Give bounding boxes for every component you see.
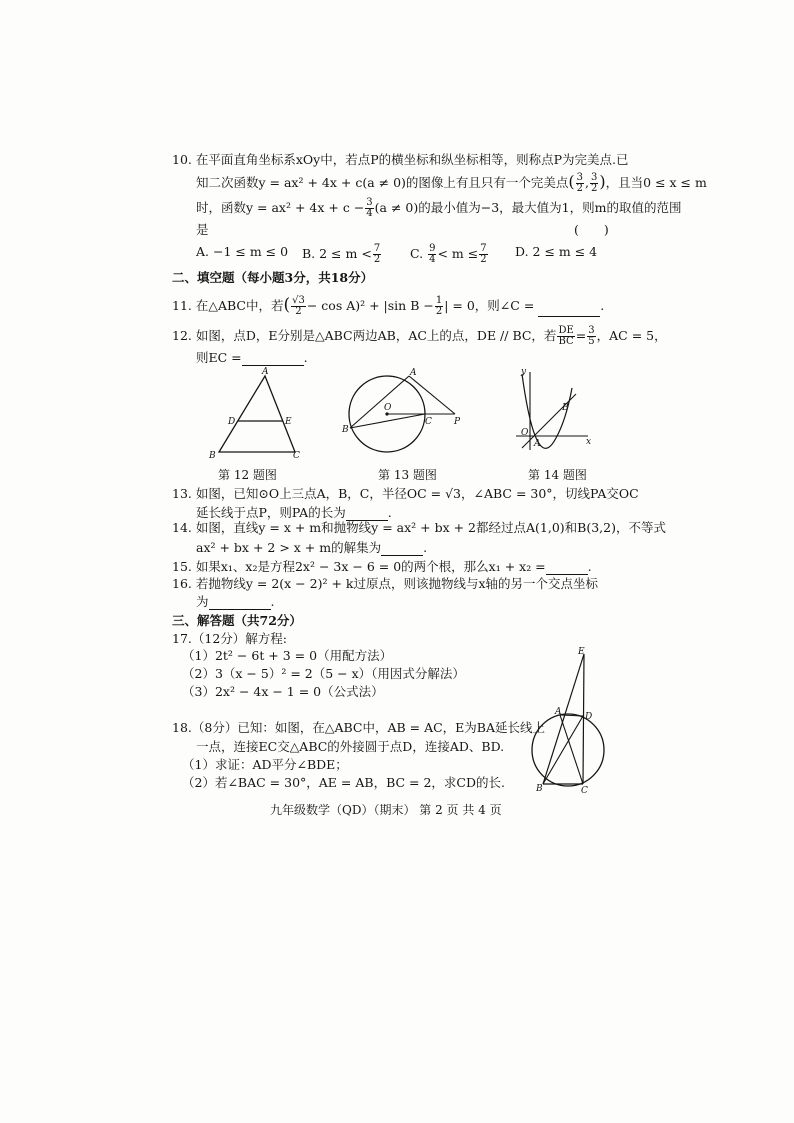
- fig12-label-c: C: [293, 451, 300, 461]
- fig14-label-y: y: [521, 367, 527, 377]
- caption-fig13: 第 13 题图: [378, 468, 437, 482]
- q10-line2: [196, 173, 707, 194]
- fig13-segment-ba: [350, 376, 409, 428]
- q14-line2: [196, 540, 427, 556]
- fig13-tangent-pa: [409, 376, 455, 414]
- q18-line1: 18.（8分）已知：如图，在△ABC中，AB = AC，E为BA延长线上: [172, 720, 546, 735]
- fig13-label-p: P: [454, 417, 461, 427]
- q11-line: [172, 296, 604, 317]
- q12-end: .: [303, 350, 308, 365]
- q16-end: .: [270, 594, 275, 609]
- q10-line1: 10. 在平面直角坐标系xOy中，若点P的横坐标和纵坐标相等，则称点P为完美点.已: [172, 152, 629, 167]
- q12-line2: [196, 350, 308, 366]
- q10-option-c-den1: 4: [429, 254, 436, 265]
- q16-answer-blank[interactable]: [209, 597, 271, 610]
- q17-part1: （1）2t² − 6t + 3 = 0（用配方法）: [182, 648, 393, 663]
- fig18-label-a: A: [555, 707, 562, 717]
- q18-part2: （2）若∠BAC = 30°，AE = AB，BC = 2，求CD的长.: [182, 775, 505, 790]
- page-footer: 九年级数学（QD）（期末） 第 2 页 共 4 页: [270, 803, 502, 817]
- q13-end: .: [387, 505, 392, 520]
- q11-text: 11. 在△ABC中，若: [172, 298, 284, 313]
- q10-option-b-den: 2: [373, 254, 381, 265]
- caption-fig12: 第 12 题图: [218, 468, 277, 482]
- q12-ratio-frac: [557, 326, 574, 347]
- caption-fig14: 第 14 题图: [528, 468, 587, 482]
- q16-line2: [196, 594, 275, 610]
- q12-answer-blank[interactable]: [242, 353, 304, 366]
- q11-paren: (: [283, 295, 291, 315]
- q15-answer-blank[interactable]: [546, 562, 588, 575]
- figure-14: [508, 368, 593, 453]
- q10-line3-tail: (a ≠ 0)的最小值为−3，最大值为1，则m的取值的范围: [374, 200, 682, 215]
- fig18-label-e: E: [578, 647, 585, 657]
- q12-line1: [172, 326, 667, 347]
- q12-ratio-den: BC: [558, 336, 574, 347]
- q11-text3: | = 0，则∠C =: [444, 298, 535, 313]
- fig12-label-a: A: [262, 367, 269, 377]
- q12-text: 12. 如图，点D，E分别是△ABC两边AB，AC上的点，DE // BC，若: [172, 328, 557, 343]
- q10-option-b: [302, 244, 382, 265]
- q10-frac2-den: 2: [591, 183, 598, 194]
- q10-option-b-text: B. 2 ≤ m <: [302, 246, 372, 261]
- figure-12: [205, 368, 315, 463]
- q10-option-c-frac1: [428, 244, 436, 265]
- q10-point-close: ): [599, 172, 606, 191]
- q10-line3: [196, 198, 681, 219]
- q12-value-den: 5: [588, 336, 595, 347]
- fig18-label-d: D: [585, 712, 593, 722]
- section3-title: 三、解答题（共72分）: [172, 613, 302, 628]
- fig14-label-o: O: [521, 428, 529, 438]
- fig13-label-o: O: [384, 403, 392, 413]
- q10-option-c-frac2: [479, 244, 487, 265]
- fig14-label-a: A: [534, 439, 541, 449]
- fig12-label-b: B: [209, 451, 216, 461]
- fig18-segment-bd: [543, 716, 583, 784]
- q18-part1: （1）求证：AD平分∠BDE；: [182, 757, 348, 772]
- q10-option-c-num2: 7: [480, 243, 487, 254]
- q11-half-num: 1: [435, 295, 443, 306]
- q10-option-c: [410, 244, 489, 265]
- fig13-label-a: A: [410, 368, 417, 378]
- fig18-segment-ad: [560, 715, 583, 716]
- q10-option-c-num1: 9: [429, 243, 436, 254]
- q10-answer-paren: ( ): [574, 222, 609, 237]
- q10-option-a: A. −1 ≤ m ≤ 0: [196, 244, 289, 259]
- q12-value-frac: [587, 326, 595, 347]
- q10-line4: 是: [196, 222, 209, 237]
- q17-part3: （3）2x² − 4x − 1 = 0（公式法）: [182, 684, 384, 699]
- q13-line1: 13. 如图，已知⊙O上三点A，B，C，半径OC = √3，∠ABC = 30°，切线PA交OC: [172, 486, 639, 501]
- q12-eq: =: [575, 328, 587, 343]
- q15-line: [172, 559, 592, 575]
- q17-part2: （2）3（x − 5）² = 2（5 − x）（用因式分解法）: [182, 666, 465, 681]
- q14-answer-blank[interactable]: [381, 543, 423, 556]
- section2-title: 二、填空题（每小题3分，共18分）: [172, 270, 374, 285]
- fig12-label-d: D: [228, 417, 236, 427]
- fig13-segment-bc: [350, 414, 425, 428]
- q10-option-c-den2: 2: [480, 254, 487, 265]
- q12-ec: 则EC =: [196, 350, 242, 365]
- q14-end: .: [423, 540, 428, 555]
- q15-text: 15. 如果x₁、x₂是方程2x² − 3x − 6 = 0的两个根，那么x₁ + x₂ =: [172, 559, 546, 574]
- q13-text: 延长线于点P，则PA的长为: [196, 505, 346, 520]
- q10-frac3-num: 3: [366, 197, 373, 208]
- q18-line2: 一点，连接EC交△ABC的外接圆于点D，连接AD、BD.: [196, 739, 505, 754]
- figure-18: [528, 646, 608, 796]
- q17-title: 17.（12分）解方程:: [172, 631, 287, 646]
- q14-text: ax² + bx + 2 > x + m的解集为: [196, 540, 382, 555]
- q10-point-open: (: [568, 172, 575, 191]
- q11-sqrt-frac: [291, 296, 306, 317]
- fig14-label-x: x: [586, 437, 592, 447]
- q12-text2: ，AC = 5，: [596, 328, 667, 343]
- q11-end: .: [600, 298, 605, 313]
- fig18-label-b: B: [536, 784, 543, 794]
- q12-value-num: 3: [588, 325, 595, 336]
- q11-sqrt: √3: [292, 295, 305, 306]
- q13-line2: [196, 505, 392, 521]
- q10-comma: ,: [585, 175, 590, 190]
- fig13-label-c: C: [425, 417, 432, 427]
- fig18-segment-ce: [583, 654, 584, 784]
- q10-line2-text: 知二次函数y = ax² + 4x + c(a ≠ 0)的图像上有且只有一个完美点: [196, 175, 569, 190]
- q11-text2: − cos A)² + |sin B −: [306, 298, 434, 313]
- q16-line1: 16. 若抛物线y = 2(x − 2)² + k过原点，则该抛物线与x轴的另一个交点坐标: [172, 576, 599, 591]
- q10-frac1: [576, 173, 584, 194]
- figure-13: [340, 366, 470, 461]
- q11-half-den: 2: [435, 306, 443, 317]
- fig14-label-b: B: [562, 403, 569, 413]
- q10-option-b-frac: [373, 244, 381, 265]
- q10-line3-text: 时，函数y = ax² + 4x + c −: [196, 200, 365, 215]
- fig18-circle: [532, 714, 604, 786]
- q10-frac2-num: 3: [591, 172, 598, 183]
- q10-option-c-mid: < m ≤: [437, 246, 479, 261]
- q11-answer-blank[interactable]: [538, 304, 600, 317]
- q16-text: 为: [196, 594, 209, 609]
- q10-frac3-den: 4: [366, 208, 373, 219]
- q10-line2-tail: ，且当0 ≤ x ≤ m: [605, 175, 707, 190]
- fig12-triangle: [219, 376, 295, 452]
- q11-two: 2: [295, 306, 302, 317]
- q10-option-d: D. 2 ≤ m ≤ 4: [515, 244, 598, 259]
- q12-ratio-num: DE: [558, 325, 574, 336]
- fig13-label-b: B: [342, 425, 349, 435]
- q15-end: .: [587, 559, 592, 574]
- q10-option-c-label: C.: [410, 246, 424, 261]
- q10-option-b-num: 7: [373, 243, 381, 254]
- fig12-label-e: E: [285, 417, 292, 427]
- fig18-label-c: C: [581, 786, 588, 796]
- q14-line1: 14. 如图，直线y = x + m和抛物线y = ax² + bx + 2都经过点A(1,0)和B(3,2)，不等式: [172, 520, 666, 535]
- q11-half-frac: [435, 296, 443, 317]
- q10-frac1-num: 3: [576, 172, 584, 183]
- q10-frac2: [590, 173, 598, 194]
- q10-frac3: [365, 198, 373, 219]
- q10-frac1-den: 2: [576, 183, 584, 194]
